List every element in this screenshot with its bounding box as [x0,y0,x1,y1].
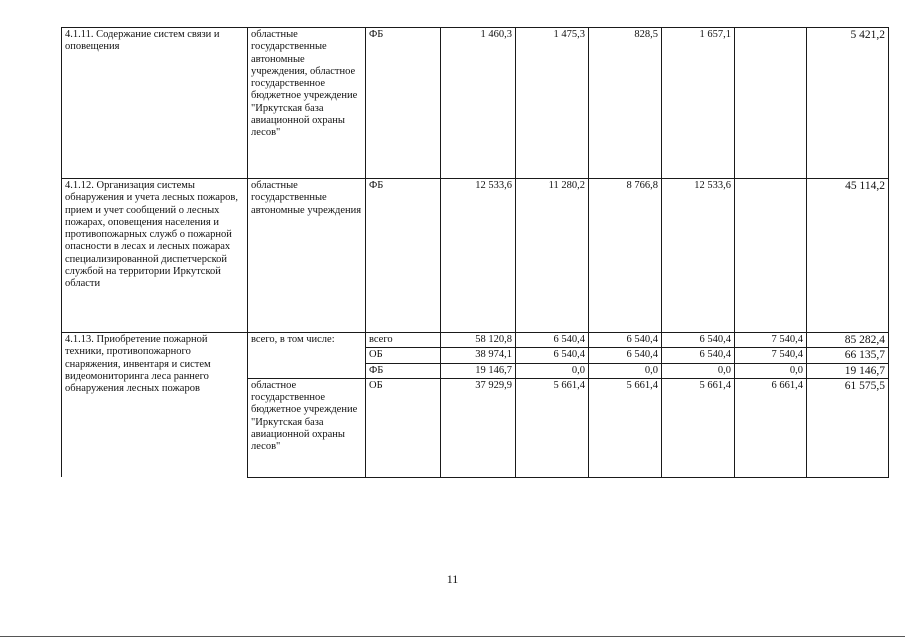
executor: всего, в том числе: [248,333,366,379]
page-number: 11 [446,572,459,586]
value-cell: 5 661,4 [516,378,589,477]
value-cell: 12 533,6 [662,179,735,333]
value-cell [735,28,807,179]
executor: областные государственные автономные учреждения [248,179,366,333]
table-row [62,28,889,179]
value-cell: 8 766,8 [589,179,662,333]
funding-source: ФБ [366,179,441,333]
value-cell: 6 540,4 [589,348,662,363]
value-cell: 828,5 [589,28,662,179]
value-cell: 0,0 [735,363,807,378]
executor: областные государственные автономные учреждения, областное государственное бюджетное учреждение "Иркутская база авиационной охраны лесов" [248,28,366,179]
activity-name: 4.1.11. Содержание систем связи и оповещения [62,28,248,179]
funding-source: ОБ [366,348,441,363]
funding-source: ОБ [366,378,441,477]
value-cell: 6 540,4 [516,333,589,348]
funding-source: всего [366,333,441,348]
value-cell: 38 974,1 [441,348,516,363]
table-row [62,179,889,333]
value-cell: 6 661,4 [735,378,807,477]
value-cell: 6 540,4 [589,333,662,348]
value-cell: 0,0 [662,363,735,378]
value-cell: 7 540,4 [735,333,807,348]
value-cell: 5 661,4 [589,378,662,477]
total-cell: 61 575,5 [807,378,889,477]
executor: областное государственное бюджетное учреждение "Иркутская база авиационной охраны лесов" [248,378,366,477]
value-cell: 6 540,4 [662,348,735,363]
value-cell [735,179,807,333]
budget-table [61,27,889,478]
total-cell: 66 135,7 [807,348,889,363]
activity-name: 4.1.12. Организация системы обнаружения и учета лесных пожаров, прием и учет сообщений о лесных пожарах, оповещения населения и противопожарных служб о пожарной опасности в лесах и лесных пожарах специализированной диспетчерской службой на территории Иркутской области [62,179,248,333]
value-cell: 19 146,7 [441,363,516,378]
value-cell: 0,0 [589,363,662,378]
value-cell: 1 657,1 [662,28,735,179]
value-cell: 0,0 [516,363,589,378]
value-cell: 6 540,4 [516,348,589,363]
value-cell: 37 929,9 [441,378,516,477]
total-cell: 5 421,2 [807,28,889,179]
value-cell: 11 280,2 [516,179,589,333]
value-cell: 7 540,4 [735,348,807,363]
funding-source: ФБ [366,28,441,179]
scan-edge-line [0,636,905,637]
activity-name: 4.1.13. Приобретение пожарной техники, противопожарного снаряжения, инвентаря и систем видеомониторинга леса раннего обнаружения лесных пожаров [62,333,248,478]
value-cell: 1 460,3 [441,28,516,179]
value-cell: 12 533,6 [441,179,516,333]
value-cell: 5 661,4 [662,378,735,477]
total-cell: 19 146,7 [807,363,889,378]
total-cell: 45 114,2 [807,179,889,333]
funding-source: ФБ [366,363,441,378]
value-cell: 1 475,3 [516,28,589,179]
table-row [62,333,889,348]
value-cell: 58 120,8 [441,333,516,348]
value-cell: 6 540,4 [662,333,735,348]
total-cell: 85 282,4 [807,333,889,348]
